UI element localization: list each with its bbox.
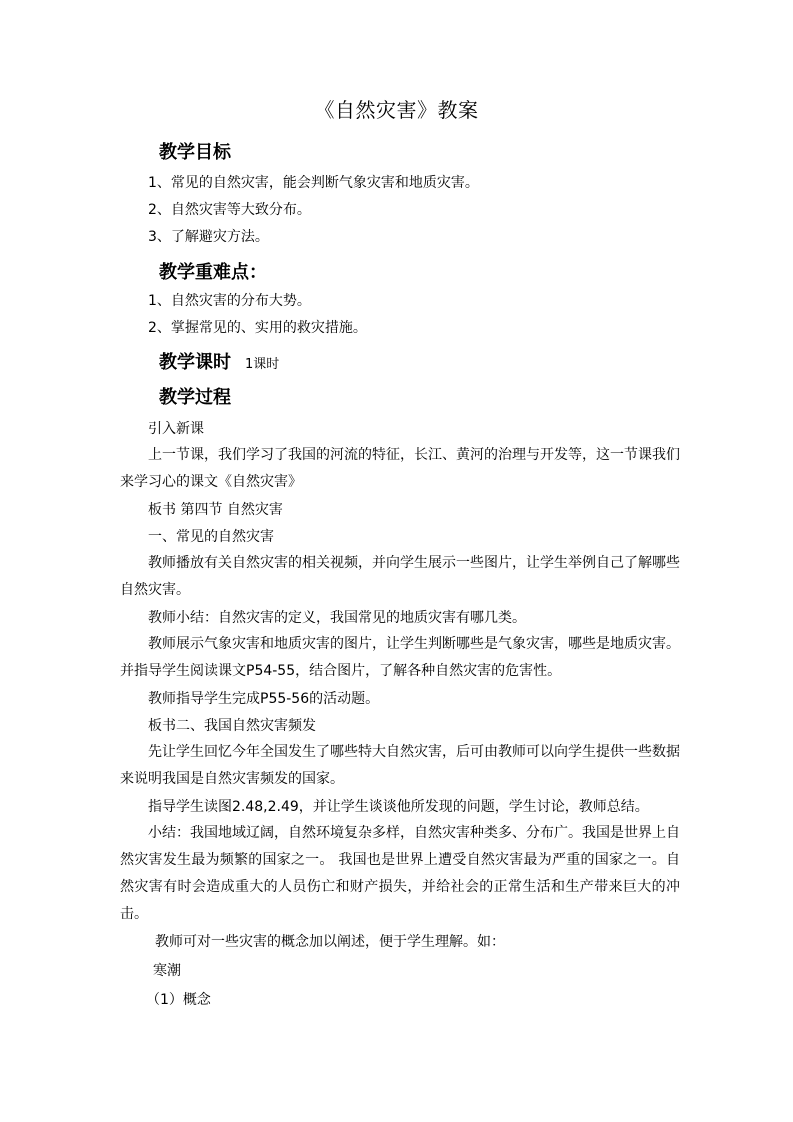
paragraph-review: 上一节课，我们学习了我国的河流的特征，长江、黄河的治理与开发等，这一节课我们来学习心的课文《自然灾害》 xyxy=(120,447,680,490)
key-point-item-2: 2、掌握常见的、实用的救灾措施。 xyxy=(148,320,367,336)
term-concept-label: （1）概念 xyxy=(146,992,211,1008)
paragraph-summary-1: 教师小结：自然灾害的定义，我国常见的地质灾害有哪几类。 xyxy=(148,610,526,626)
board-note-1: 板书 第四节 自然灾害 xyxy=(148,502,283,518)
key-point-item-1: 1、自然灾害的分布大势。 xyxy=(148,293,311,309)
key-points-heading: 教学重难点： xyxy=(159,262,267,283)
class-hours-value: 1课时 xyxy=(245,357,280,372)
paragraph-concepts: 教师可对一些灾害的概念加以阐述，便于学生理解。如： xyxy=(155,934,505,950)
class-hours-label: 教学课时 xyxy=(159,352,231,373)
paragraph-images: 教师展示气象灾害和地质灾害的图片，让学生判断哪些是气象灾害，哪些是地质灾害。并指导学生阅读课文P54-55，结合图片，了解各种自然灾害的危害性。 xyxy=(120,636,680,679)
paragraph-video: 教师播放有关自然灾害的相关视频，并向学生展示一些图片，让学生举例自己了解哪些自然灾害。 xyxy=(120,555,680,598)
section-heading-1: 一、常见的自然灾害 xyxy=(148,529,274,545)
paragraph-map-reading: 指导学生读图2.48,2.49，并让学生谈谈他所发现的问题，学生讨论，教师总结。 xyxy=(148,799,649,815)
paragraph-recall: 先让学生回忆今年全国发生了哪些特大自然灾害，后可由教师可以向学生提供一些数据来说明我国是自然灾害频发的国家。 xyxy=(120,744,680,787)
paragraph-summary-2: 小结：我国地域辽阔，自然环境复杂多样，自然灾害种类多、分布广。我国是世界上自然灾害发生最为频繁的国家之一。 我国也是世界上遭受自然灾害最为严重的国家之一。自然灾害有时会造成重大的人员伤亡和财产损失，并给社会的正常生活和生产带来巨大的冲击。 xyxy=(120,825,680,922)
term-cold-wave: 寒潮 xyxy=(153,963,181,979)
document-title: 《自然灾害》教案 xyxy=(314,98,479,122)
objectives-heading: 教学目标 xyxy=(159,142,231,163)
objective-item-2: 2、自然灾害等大致分布。 xyxy=(148,202,311,218)
objective-item-1: 1、常见的自然灾害，能会判断气象灾害和地质灾害。 xyxy=(148,175,479,191)
board-note-2: 板书二、我国自然灾害频发 xyxy=(148,718,316,734)
paragraph-activity: 教师指导学生完成P55-56的活动题。 xyxy=(148,691,380,707)
class-hours-heading xyxy=(159,348,279,374)
intro-label: 引入新课 xyxy=(148,421,204,437)
process-heading: 教学过程 xyxy=(159,387,231,408)
objective-item-3: 3、了解避灾方法。 xyxy=(148,229,269,245)
